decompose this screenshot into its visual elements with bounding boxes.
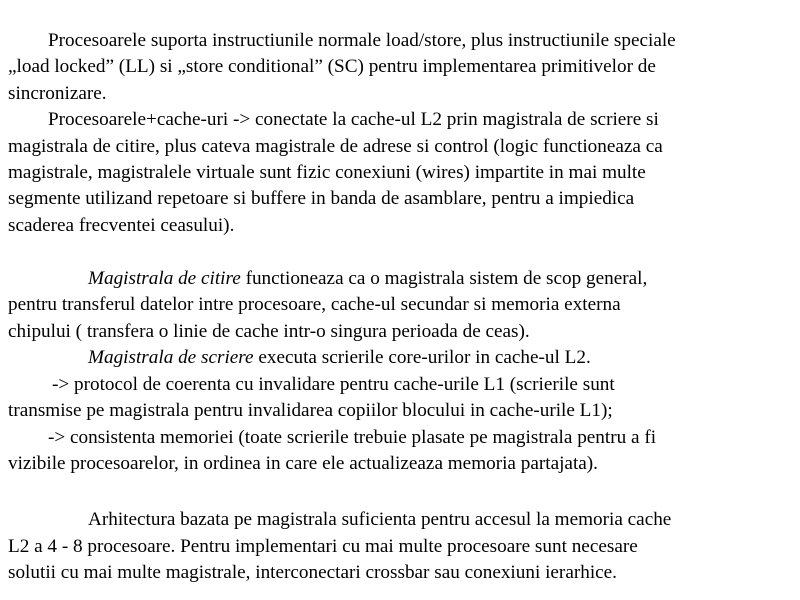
paragraph-3-line-1-rest: functioneaza ca o magistrala sistem de scop general, — [240, 268, 648, 289]
paragraph-2-line-1: Procesoarele+cache-uri -> conectate la cache-ul L2 prin magistrala de scriere si — [48, 109, 659, 130]
paragraph-5-line-1: -> protocol de coerenta cu invalidare pentru cache-urile L1 (scrierile sunt — [52, 374, 615, 395]
paragraph-5-line-2: transmise pe magistrala pentru invalidarea copiilor blocului in cache-urile L1); — [8, 400, 613, 421]
paragraph-4-line-1-rest: executa scrierile core-urilor in cache-ul L2. — [253, 347, 591, 368]
paragraph-2-line-2: magistrala de citire, plus cateva magistrale de adrese si control (logic functioneaza ca — [8, 136, 663, 157]
paragraph-3-line-3: chipului ( transfera o linie de cache intr-o singura perioada de ceas). — [8, 321, 530, 342]
write-bus-term: Magistrala de scriere — [88, 347, 254, 368]
paragraph-6-line-2: vizibile procesoarelor, in ordinea in care ele actualizeaza memoria partajata). — [8, 453, 598, 474]
paragraph-6-line-1: -> consistenta memoriei (toate scrierile trebuie plasate pe magistrala pentru a fi — [48, 427, 657, 448]
paragraph-7-line-3: solutii cu mai multe magistrale, interconectari crossbar sau conexiuni ierarhice. — [8, 562, 617, 583]
paragraph-2-line-3: magistrale, magistralele virtuale sunt fizic conexiuni (wires) impartite in mai multe — [8, 162, 646, 183]
paragraph-2-line-4: segmente utilizand repetoare si buffere in banda de asamblare, pentru a impiedica — [8, 188, 635, 209]
paragraph-7-line-1: Arhitectura bazata pe magistrala suficienta pentru accesul la memoria cache — [88, 509, 672, 530]
paragraph-3-line-1 — [88, 266, 647, 292]
read-bus-term: Magistrala de citire — [88, 268, 241, 289]
paragraph-1-line-1: Procesoarele suporta instructiunile normale load/store, plus instructiunile speciale — [48, 30, 676, 51]
paragraph-2-line-5: scaderea frecventei ceasului). — [8, 215, 235, 236]
paragraph-1-line-3: sincronizare. — [8, 83, 107, 104]
paragraph-4-line-1 — [88, 345, 591, 371]
paragraph-1-line-2: „load locked” (LL) si „store conditional” (SC) pentru implementarea primitivelor de — [8, 56, 656, 77]
paragraph-3-line-2: pentru transferul datelor intre procesoare, cache-ul secundar si memoria externa — [8, 294, 621, 315]
paragraph-7-line-2: L2 a 4 - 8 procesoare. Pentru implementari cu mai multe procesoare sunt necesare — [8, 536, 638, 557]
